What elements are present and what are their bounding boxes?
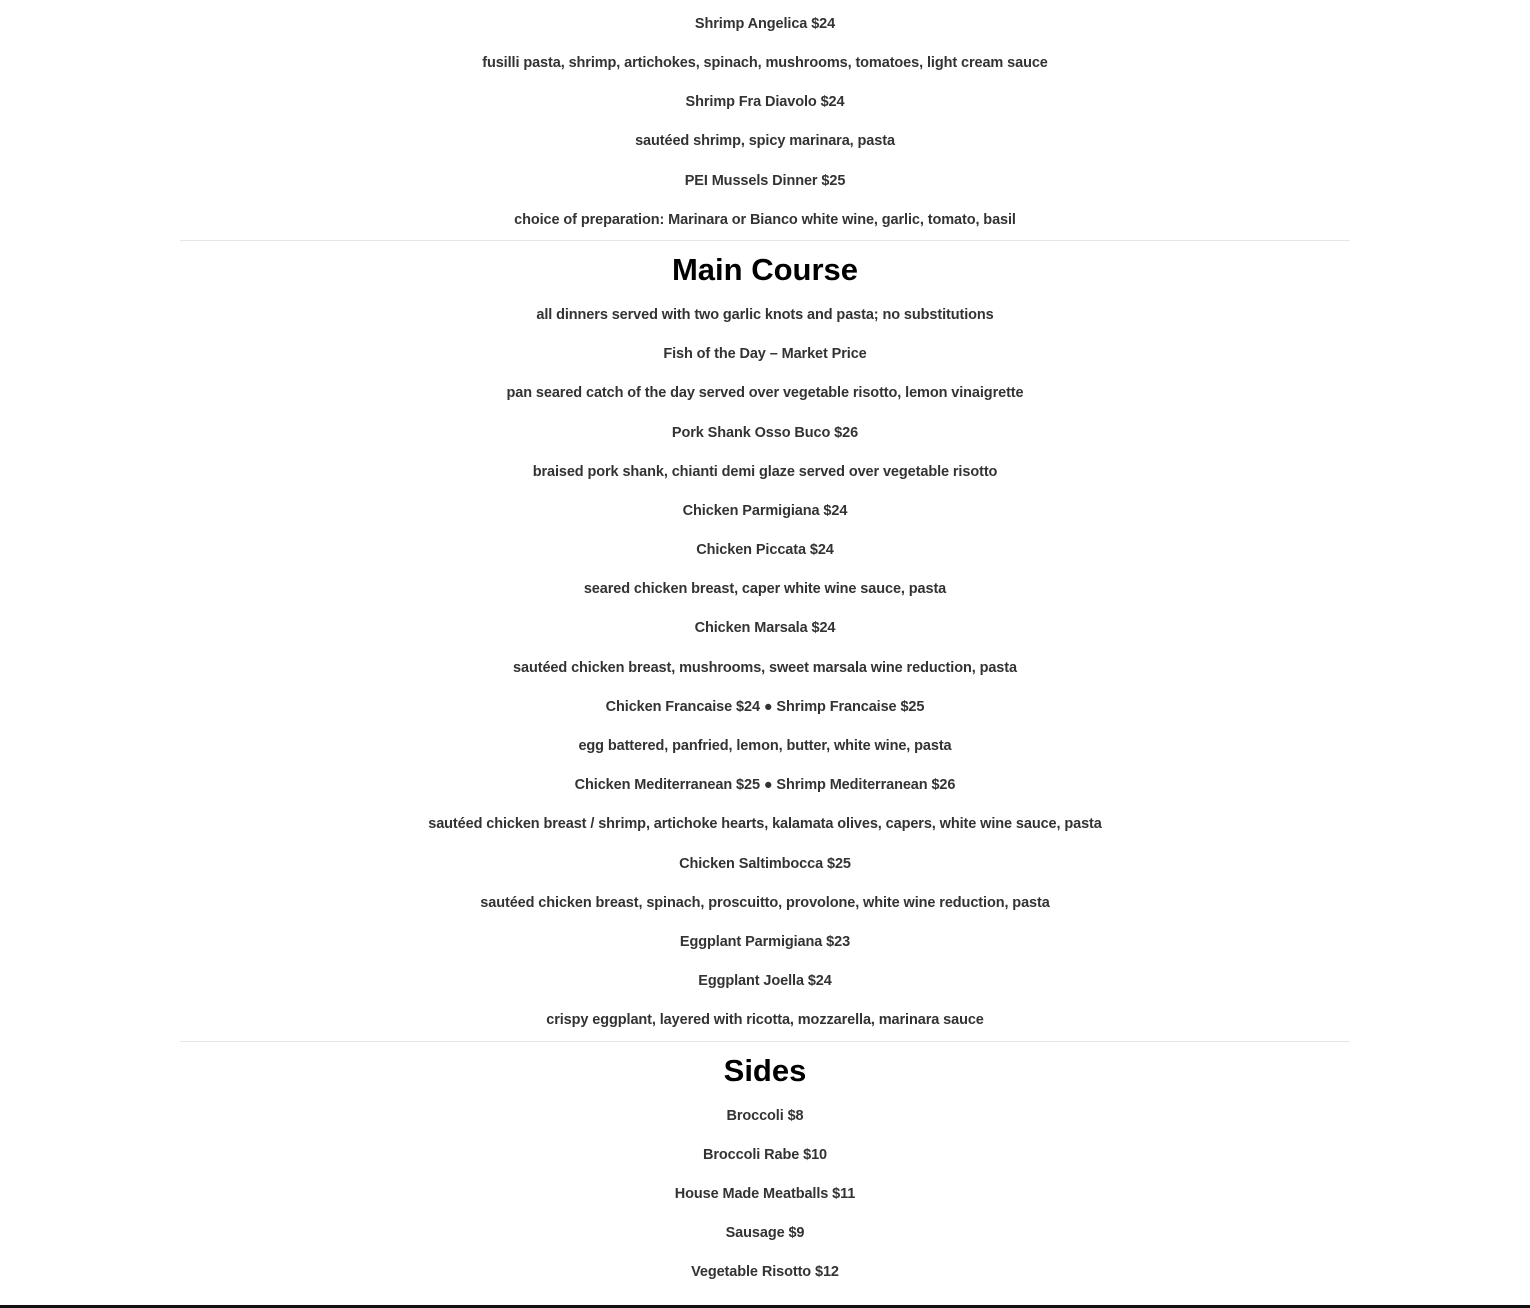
menu-item-title: PEI Mussels Dinner $25 (684, 173, 846, 189)
menu-item-description: sautéed shrimp, spicy marinara, pasta (635, 133, 895, 149)
menu-item-title: Chicken Mediterranean $25 ● Shrimp Mediterranean $26 (574, 777, 956, 793)
menu-item-title: Broccoli $8 (726, 1108, 804, 1124)
menu-item-title: House Made Meatballs $11 (674, 1186, 856, 1202)
menu-item-title: Chicken Parmigiana $24 (682, 503, 848, 519)
menu-item-description: fusilli pasta, shrimp, artichokes, spinach, mushrooms, tomatoes, light cream sauce (482, 55, 1048, 71)
menu-item-title: Vegetable Risotto $12 (691, 1264, 839, 1280)
menu-item-description: sautéed chicken breast, mushrooms, sweet marsala wine reduction, pasta (513, 660, 1017, 676)
menu-item-description: sautéed chicken breast / shrimp, artichoke hearts, kalamata olives, capers, white wine sauce, pasta (428, 816, 1102, 832)
section-note: all dinners served with two garlic knots and pasta; no substitutions (536, 307, 994, 323)
menu-item-title: Broccoli Rabe $10 (702, 1147, 828, 1163)
menu-item-title: Sausage $9 (725, 1225, 805, 1241)
menu-item-title: Chicken Saltimbocca $25 (679, 856, 851, 872)
menu-item-description: sautéed chicken breast, spinach, proscuitto, provolone, white wine reduction, pasta (480, 895, 1050, 911)
menu-item-title: Eggplant Joella $24 (698, 973, 832, 989)
menu-item-title: Fish of the Day – Market Price (663, 346, 867, 362)
menu-item-description: egg battered, panfried, lemon, butter, white wine, pasta (578, 738, 952, 754)
menu-item-title: Chicken Francaise $24 ● Shrimp Francaise $25 (605, 699, 925, 715)
section-heading-sides: Sides (723, 1053, 807, 1088)
menu-item-title: Chicken Marsala $24 (694, 620, 836, 636)
menu-item-description: choice of preparation: Marinara or Bianco white wine, garlic, tomato, basil (514, 212, 1016, 228)
menu-item-description: crispy eggplant, layered with ricotta, mozzarella, marinara sauce (546, 1012, 984, 1028)
menu-item-title: Eggplant Parmigiana $23 (679, 934, 851, 950)
section-divider (180, 240, 1350, 241)
section-divider (180, 1041, 1350, 1042)
section-heading-main-course: Main Course (671, 252, 859, 287)
menu-item-title: Chicken Piccata $24 (696, 542, 834, 558)
menu-item-title: Shrimp Fra Diavolo $24 (685, 94, 845, 110)
menu-item-description: braised pork shank, chianti demi glaze served over vegetable risotto (532, 464, 998, 480)
menu-item-title: Shrimp Angelica $24 (694, 16, 836, 32)
menu-item-description: pan seared catch of the day served over vegetable risotto, lemon vinaigrette (506, 385, 1024, 401)
menu-item-title: Pork Shank Osso Buco $26 (671, 425, 859, 441)
menu-item-description: seared chicken breast, caper white wine sauce, pasta (583, 581, 947, 597)
